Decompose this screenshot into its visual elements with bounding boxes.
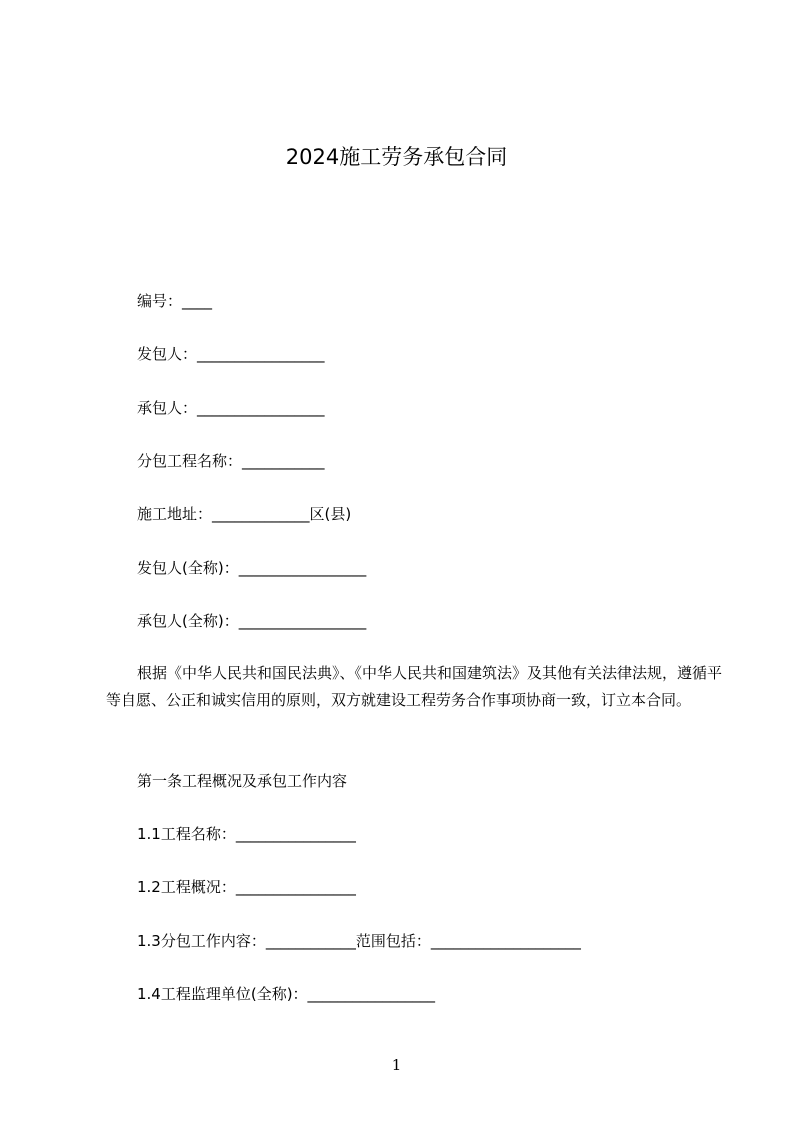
intro-paragraph bbox=[106, 660, 726, 714]
article-1-heading: 第一条工程概况及承包工作内容 bbox=[137, 772, 348, 790]
field-subcontract-project-name: 分包工程名称：___________ bbox=[137, 452, 325, 470]
field-contract-number: 编号：____ bbox=[137, 292, 213, 310]
page-number: 1 bbox=[391, 1056, 402, 1074]
article-1-item-4: 1.4工程监理单位(全称)：_________________ bbox=[137, 985, 436, 1003]
article-1-item-2: 1.2工程概况：________________ bbox=[137, 878, 356, 896]
field-employer: 发包人：_________________ bbox=[137, 345, 325, 363]
field-employer-full-name: 发包人(全称)：_________________ bbox=[137, 559, 367, 577]
field-contractor: 承包人：_________________ bbox=[137, 399, 325, 417]
article-1-item-1: 1.1工程名称：________________ bbox=[137, 825, 356, 843]
field-contractor-full-name: 承包人(全称)：_________________ bbox=[137, 612, 367, 630]
article-1-item-3: 1.3分包工作内容：____________范围包括：____________________ bbox=[137, 932, 581, 950]
page-title: 2024施工劳务承包合同 bbox=[285, 145, 508, 169]
field-construction-address: 施工地址：_____________区(县) bbox=[137, 505, 352, 523]
intro-paragraph-text: 根据《中华人民共和国民法典》、《中华人民共和国建筑法》及其他有关法律法规，遵循平等自愿、公正和诚实信用的原则，双方就建设工程劳务合作事项协商一致，订立本合同。 bbox=[106, 664, 723, 709]
